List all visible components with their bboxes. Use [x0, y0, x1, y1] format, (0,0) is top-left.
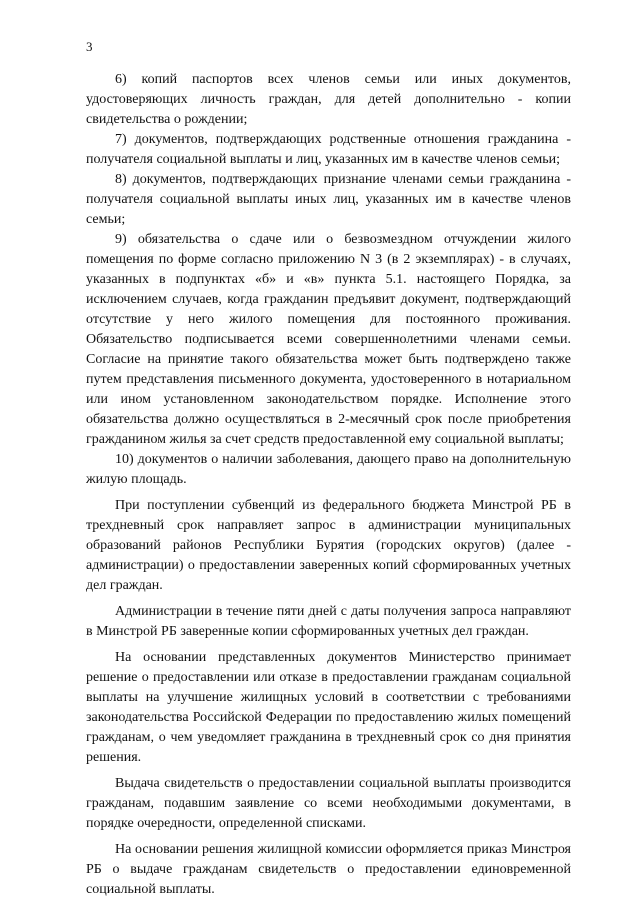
paragraph-item-9: 9) обязательства о сдаче или о безвозмездном отчуждении жилого помещения по форме согласно приложению N 3 (в 2 экземплярах) - в случаях, указанных в подпунктах «б» и «в» пункта 5.1. настоящего Порядка, за исключением случаев, когда гражданин предъявит документ, подтверждающий отсутствие у него жилого помещения для постоянного проживания. Обязательство подписывается всеми совершеннолетними членами семьи. Согласие на принятие такого обязательства может быть подтверждено также путем представления письменного документа, удостоверенного в нотариальном или ином установленном законодательством порядке. Исполнение этого обязательства должно осуществляться в 2-месячный срок после приобретения гражданином жилья за счет средств предоставленной ему социальной выплаты;	[86, 232, 571, 447]
paragraph-subventions: При поступлении субвенций из федерального бюджета Минстрой РБ в трехдневный срок направляет запрос в администрации муниципальных образований районов Республики Бурятия (городских округов) (далее - администрации) о предоставлении заверенных копий сформированных учетных дел граждан.	[86, 498, 571, 593]
paragraph-order: На основании решения жилищной комиссии оформляется приказ Минстроя РБ о выдаче гражданам свидетельств о предоставлении единовременной социальной выплаты.	[86, 842, 571, 897]
paragraph-item-10: 10) документов о наличии заболевания, дающего право на дополнительную жилую площадь.	[86, 452, 571, 487]
paragraph-item-7: 7) документов, подтверждающих родственные отношения гражданина - получателя социальной выплаты и лиц, указанных им в качестве членов семьи;	[86, 132, 571, 167]
document-body	[86, 70, 571, 900]
paragraph-administrations: Администрации в течение пяти дней с даты получения запроса направляют в Минстрой РБ заверенные копии сформированных учетных дел граждан.	[86, 604, 571, 639]
paragraph-certificate-issue: Выдача свидетельств о предоставлении социальной выплаты производится гражданам, подавшим заявление со всеми необходимыми документами, в порядке очередности, определенной списками.	[86, 776, 571, 831]
paragraph-item-6: 6) копий паспортов всех членов семьи или иных документов, удостоверяющих личность граждан, для детей дополнительно - копии свидетельства о рождении;	[86, 72, 571, 127]
page-number: 3	[86, 39, 93, 54]
paragraph-ministry-decision: На основании представленных документов Министерство принимает решение о предоставлении или отказе в предоставлении гражданам социальной выплаты на улучшение жилищных условий в соответствии с требованиями законодательства Российской Федерации по предоставлению жилых помещений гражданам, о чем уведомляет гражданина в трехдневный срок со дня принятия решения.	[86, 650, 571, 765]
paragraph-item-8: 8) документов, подтверждающих признание членами семьи гражданина - получателя социальной выплаты иных лиц, указанных им в качестве членов семьи;	[86, 172, 571, 227]
